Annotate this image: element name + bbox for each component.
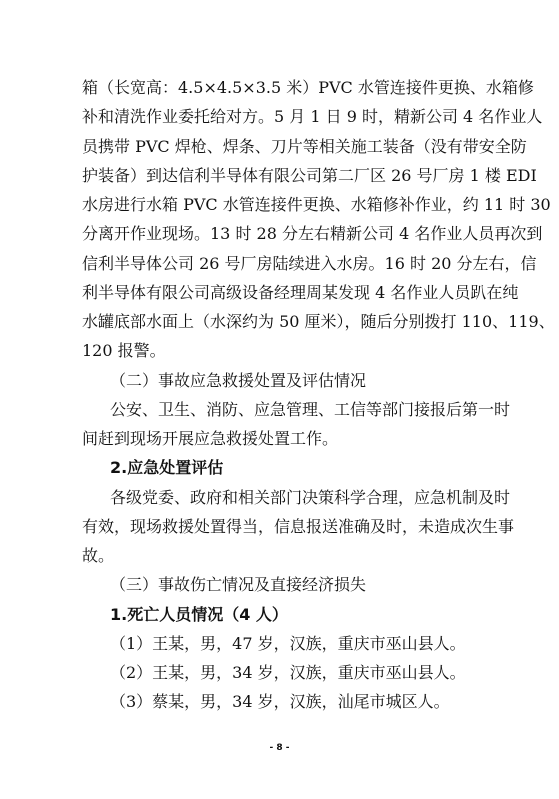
paragraph-line: 公安、卫生、消防、应急管理、工信等部门接报后第一时 <box>110 400 511 419</box>
subheading: 2.应急处置评估 <box>110 458 224 477</box>
section-heading: （二）事故应急救援处置及评估情况 <box>110 371 367 390</box>
paragraph-line: 护装备）到达信利半导体有限公司第二厂区 26 号厂房 1 楼 EDI <box>82 166 537 185</box>
subheading: 1.死亡人员情况（4 人） <box>110 605 288 624</box>
paragraph-line: 故。 <box>82 546 115 565</box>
paragraph-line: 员携带 PVC 焊枪、焊条、刀片等相关施工装备（没有带安全防 <box>82 137 527 156</box>
section-heading: （三）事故伤亡情况及直接经济损失 <box>110 575 367 594</box>
paragraph-line: 各级党委、政府和相关部门决策科学合理，应急机制及时 <box>110 488 511 507</box>
paragraph-line: 间赶到现场开展应急救援处置工作。 <box>82 429 339 448</box>
paragraph-line: 利半导体有限公司高级设备经理周某发现 4 名作业人员趴在纯 <box>82 283 519 302</box>
paragraph-line: 箱（长宽高：4.5×4.5×3.5 米）PVC 水管连接件更换、水箱修 <box>82 78 534 97</box>
victim-item: （3）蔡某，男，34 岁，汉族，汕尾市城区人。 <box>110 692 450 711</box>
paragraph-line: 有效，现场救援处置得当，信息报送准确及时，未造成次生事 <box>82 517 515 536</box>
victim-item: （1）王某，男，47 岁，汉族，重庆市巫山县人。 <box>110 634 466 653</box>
paragraph-line: 水罐底部水面上（水深约为 50 厘米），随后分别拨打 110、119、 <box>82 312 555 331</box>
paragraph-line: 补和清洗作业委托给对方。5 月 1 日 9 时，精新公司 4 名作业人 <box>82 107 543 126</box>
victim-item: （2）王某，男，34 岁，汉族，重庆市巫山县人。 <box>110 663 466 682</box>
paragraph-line: 水房进行水箱 PVC 水管连接件更换、水箱修补作业，约 11 时 30 <box>82 195 551 214</box>
paragraph-line: 信利半导体公司 26 号厂房陆续进入水房。16 时 20 分左右，信 <box>82 254 537 273</box>
paragraph-line: 分离开作业现场。13 时 28 分左右精新公司 4 名作业人员再次到 <box>82 224 543 243</box>
paragraph-line: 120 报警。 <box>82 341 166 360</box>
page-number: - 8 - <box>269 743 290 753</box>
